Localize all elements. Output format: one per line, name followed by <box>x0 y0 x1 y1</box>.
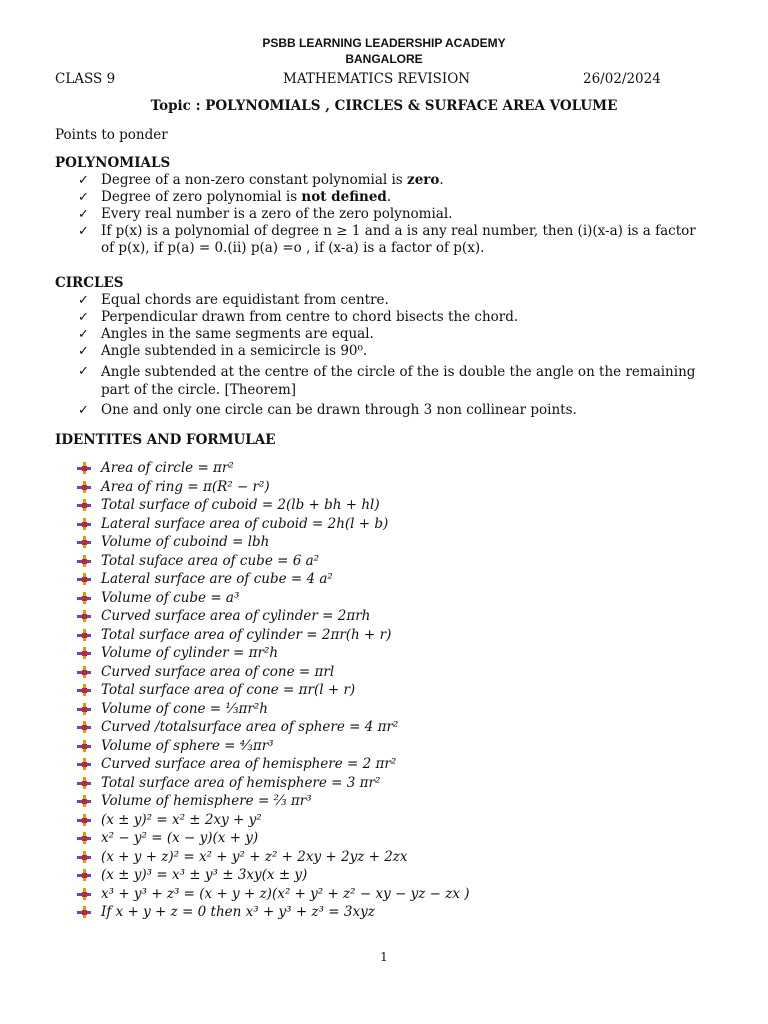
formula-text: Lateral surface area of cuboid = 2h(l + b) <box>101 515 389 532</box>
check-icon: ✓ <box>78 327 89 342</box>
check-icon: ✓ <box>78 364 89 379</box>
identities-heading: IDENTITES AND FORMULAE <box>55 432 276 448</box>
cross-bullet-icon <box>77 777 91 789</box>
formula-text: Total surface of cuboid = 2(lb + bh + hl) <box>101 497 380 513</box>
formula-item <box>77 866 470 885</box>
topic-title: Topic : POLYNOMIALS , CIRCLES & SURFACE AREA VOLUME <box>150 98 618 114</box>
formula-item <box>77 570 470 589</box>
list-item: ✓ If p(x) is a polynomial of degree n ≥ 1 and a is any real number, then (i)(x-a) is a factor of p(x), if p(a) = 0.(ii) p(a) =o , if (x-a) is a factor of p(x). <box>78 223 696 256</box>
formula-item <box>77 700 470 719</box>
formula-text: (x + y + z)² = x² + y² + z² + 2xy + 2yz + 2zx <box>101 848 408 865</box>
formula-text: Volume of hemisphere = ⅔ πr³ <box>101 793 312 809</box>
cross-bullet-icon <box>77 518 91 530</box>
list-item: ✓ Angle subtended at the centre of the circle of the is double the angle on the remaining part of the circle. [Theorem] <box>78 364 696 398</box>
class-label: CLASS 9 <box>55 71 116 87</box>
cross-bullet-icon <box>77 906 91 918</box>
formula-text: If x + y + z = 0 then x³ + y³ + z³ = 3xyz <box>101 904 375 920</box>
list-item: ✓ Equal chords are equidistant from centre. <box>78 292 389 308</box>
formula-item <box>77 885 470 904</box>
formula-item <box>77 903 470 922</box>
formula-item <box>77 848 470 867</box>
formula-text: Area of ring = π(R² − r²) <box>101 478 270 495</box>
formula-item <box>77 533 470 552</box>
formula-item <box>77 774 470 793</box>
formula-text: Volume of cylinder = πr²h <box>101 645 279 661</box>
cross-bullet-icon <box>77 740 91 752</box>
formula-item <box>77 459 470 478</box>
list-item: ✓ Angles in the same segments are equal. <box>78 326 374 342</box>
formula-text: Volume of cuboind = lbh <box>101 534 270 550</box>
formula-text: Total surface area of cone = πr(l + r) <box>101 682 356 698</box>
cross-bullet-icon <box>77 758 91 770</box>
formula-text: Curved surface area of cone = πrl <box>101 663 335 680</box>
formula-item <box>77 663 470 682</box>
cross-bullet-icon <box>77 536 91 548</box>
check-icon: ✓ <box>78 173 89 188</box>
list-item: ✓ Degree of a non-zero constant polynomial is zero. <box>78 172 444 188</box>
formula-item <box>77 515 470 534</box>
cross-bullet-icon <box>77 684 91 696</box>
formula-text: Total suface area of cube = 6 a² <box>101 552 320 569</box>
school-name: PSBB LEARNING LEADERSHIP ACADEMY <box>262 36 506 50</box>
formula-item <box>77 478 470 497</box>
cross-bullet-icon <box>77 832 91 844</box>
formula-item <box>77 626 470 645</box>
check-icon: ✓ <box>78 190 89 205</box>
cross-bullet-icon <box>77 888 91 900</box>
formula-item <box>77 829 470 848</box>
check-icon: ✓ <box>78 310 89 325</box>
formula-text: Lateral surface are of cube = 4 a² <box>101 571 333 587</box>
cross-bullet-icon <box>77 703 91 715</box>
cross-bullet-icon <box>77 592 91 604</box>
school-city: BANGALORE <box>345 52 423 66</box>
polynomials-heading: POLYNOMIALS <box>55 155 171 171</box>
list-item: ✓ Degree of zero polynomial is not defined. <box>78 189 392 205</box>
formula-text: Volume of cube = a³ <box>101 589 240 606</box>
polynomials-list <box>78 172 698 257</box>
formula-item <box>77 607 470 626</box>
formula-item <box>77 718 470 737</box>
formula-item <box>77 681 470 700</box>
list-item: ✓ One and only one circle can be drawn through 3 non collinear points. <box>78 402 577 418</box>
formula-item <box>77 552 470 571</box>
cross-bullet-icon <box>77 666 91 678</box>
check-icon: ✓ <box>78 403 89 418</box>
list-item: ✓ Angle subtended in a semicircle is 90⁰. <box>78 343 368 359</box>
formula-text: Curved /totalsurface area of sphere = 4 πr² <box>101 719 399 735</box>
cross-bullet-icon <box>77 499 91 511</box>
check-icon: ✓ <box>78 224 89 239</box>
cross-bullet-icon <box>77 814 91 826</box>
circles-heading: CIRCLES <box>55 275 124 291</box>
check-icon: ✓ <box>78 207 89 222</box>
formula-text: x² − y² = (x − y)(x + y) <box>101 830 259 846</box>
formula-item <box>77 737 470 756</box>
check-icon: ✓ <box>78 293 89 308</box>
cross-bullet-icon <box>77 647 91 659</box>
formula-item <box>77 644 470 663</box>
page-number: 1 <box>380 950 388 964</box>
formula-item <box>77 755 470 774</box>
formula-text: Curved surface area of hemisphere = 2 πr² <box>101 756 397 772</box>
formula-text: Volume of cone = ⅓πr²h <box>101 700 268 717</box>
cross-bullet-icon <box>77 795 91 807</box>
cross-bullet-icon <box>77 573 91 585</box>
intro-text: Points to ponder <box>55 127 168 143</box>
cross-bullet-icon <box>77 721 91 733</box>
list-item: ✓ Every real number is a zero of the zero polynomial. <box>78 206 453 222</box>
formula-item <box>77 589 470 608</box>
formula-item <box>77 811 470 830</box>
cross-bullet-icon <box>77 462 91 474</box>
formula-text: Volume of sphere = ⁴⁄₃πr³ <box>101 737 274 754</box>
subject-label: MATHEMATICS REVISION <box>283 71 471 87</box>
formula-text: Area of circle = πr² <box>101 460 234 476</box>
formula-text: x³ + y³ + z³ = (x + y + z)(x² + y² + z² − xy − yz − zx ) <box>101 885 470 902</box>
date-label: 26/02/2024 <box>583 71 661 87</box>
cross-bullet-icon <box>77 610 91 622</box>
circles-list <box>78 292 698 419</box>
formula-text: (x ± y)³ = x³ ± y³ ± 3xy(x ± y) <box>101 867 308 883</box>
formula-item <box>77 496 470 515</box>
formula-text: (x ± y)² = x² ± 2xy + y² <box>101 811 262 828</box>
formula-text: Curved surface area of cylinder = 2πrh <box>101 608 371 624</box>
cross-bullet-icon <box>77 629 91 641</box>
cross-bullet-icon <box>77 869 91 881</box>
formula-item <box>77 792 470 811</box>
check-icon: ✓ <box>78 344 89 359</box>
cross-bullet-icon <box>77 555 91 567</box>
cross-bullet-icon <box>77 851 91 863</box>
formula-list <box>77 459 470 922</box>
cross-bullet-icon <box>77 481 91 493</box>
formula-text: Total surface area of hemisphere = 3 πr² <box>101 774 381 791</box>
list-item: ✓ Perpendicular drawn from centre to chord bisects the chord. <box>78 309 519 325</box>
formula-text: Total surface area of cylinder = 2πr(h + r) <box>101 626 392 643</box>
